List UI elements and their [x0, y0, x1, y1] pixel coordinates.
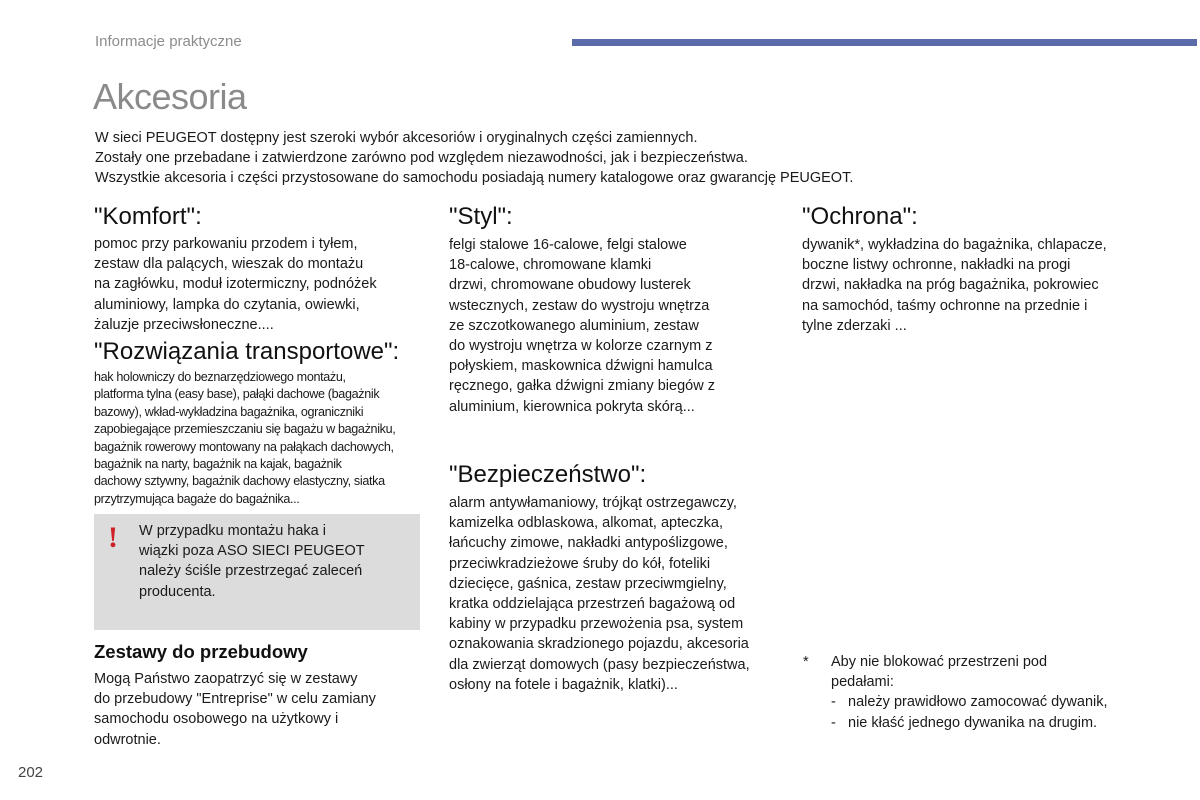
- footnote-list-item: [831, 713, 1143, 733]
- bezpieczenstwo-line: oznakowania skradzionego pojazdu, akcesoria: [449, 636, 749, 653]
- transport-line: przytrzymująca bagaże do bagażnika...: [94, 491, 300, 506]
- ochrona-line: tylne zderzaki ...: [802, 317, 907, 334]
- styl-line: do wystroju wnętrza w kolorze czarnym z: [449, 338, 713, 355]
- page-number: 202: [18, 764, 44, 781]
- zestawy-line: odwrotnie.: [94, 731, 161, 748]
- dash-bullet: -: [831, 714, 836, 731]
- komfort-line: pomoc przy parkowaniu przodem i tyłem,: [94, 236, 358, 252]
- transport-heading: "Rozwiązania transportowe":: [94, 338, 400, 365]
- bezpieczenstwo-line: kamizelka odblaskowa, alkomat, apteczka,: [449, 515, 724, 532]
- ochrona-heading: "Ochrona":: [802, 203, 918, 230]
- transport-line: bagażnik rowerowy montowany na pałąkach dachowych,: [94, 439, 394, 454]
- zestawy-line: samochodu osobowego na użytkowy i: [94, 711, 339, 728]
- komfort-line: zestaw dla palących, wieszak do montażu: [94, 256, 364, 273]
- bezpieczenstwo-line: łańcuchy zimowe, nakładki antypoślizgowe,: [449, 535, 728, 552]
- footnote-line: pedałami:: [831, 674, 894, 691]
- ochrona-line: drzwi, nakładka na próg bagażnika, pokrowiec: [802, 277, 1099, 294]
- warning-line: producenta.: [139, 583, 216, 600]
- warning-line: wiązki poza ASO SIECI PEUGEOT: [139, 543, 365, 560]
- ochrona-line: boczne listwy ochronne, nakładki na progi: [802, 257, 1071, 274]
- bezpieczenstwo-line: dla zwierząt domowych (pasy bezpieczeństwa,: [449, 656, 750, 673]
- zestawy-line: do przebudowy "Entreprise" w celu zamiany: [94, 691, 376, 708]
- footnote-item-text: należy prawidłowo zamocować dywanik,: [848, 694, 1108, 711]
- bezpieczenstwo-line: dziecięce, gaśnica, zestaw przeciwmgielny,: [449, 575, 727, 592]
- bezpieczenstwo-line: alarm antywłamaniowy, trójkąt ostrzegawczy,: [449, 495, 737, 511]
- styl-line: felgi stalowe 16-calowe, felgi stalowe: [449, 237, 687, 253]
- transport-line: dachowy sztywny, bagażnik dachowy elastyczny, siatka: [94, 474, 385, 489]
- bezpieczenstwo-line: kabiny w przypadku przewożenia psa, system: [449, 616, 744, 633]
- styl-heading: "Styl":: [449, 203, 513, 230]
- warning-text: [139, 521, 409, 602]
- zestawy-line: Mogą Państwo zaopatrzyć się w zestawy: [94, 671, 358, 687]
- intro-text: [95, 128, 975, 188]
- footnote-list-item: [831, 692, 1143, 712]
- bezpieczenstwo-text: [449, 493, 789, 695]
- transport-line: zapobiegające przemieszczaniu się bagażu w bagażniku,: [94, 422, 396, 437]
- komfort-line: na zagłówku, moduł izotermiczny, podnóżek: [94, 276, 377, 293]
- styl-line: wstecznych, zestaw do wystroju wnętrza: [449, 297, 710, 314]
- dash-bullet: -: [831, 694, 836, 711]
- ochrona-line: na samochód, taśmy ochronne na przednie i: [802, 297, 1088, 314]
- bezpieczenstwo-line: przeciwkradzieżowe śruby do kół, foteliki: [449, 555, 711, 572]
- transport-text: [94, 369, 424, 508]
- header-accent-bar: [572, 39, 1197, 46]
- styl-line: aluminium, kierownica pokryta skórą...: [449, 398, 695, 415]
- styl-line: ręcznego, gałka dźwigni zmiany biegów z: [449, 378, 715, 395]
- komfort-text: [94, 234, 424, 335]
- intro-line: W sieci PEUGEOT dostępny jest szeroki wybór akcesoriów i oryginalnych części zamiennych.: [95, 130, 698, 146]
- styl-text: [449, 235, 779, 417]
- komfort-heading: "Komfort":: [94, 203, 202, 230]
- warning-line: należy ściśle przestrzegać zaleceń: [139, 563, 363, 580]
- transport-line: bazowy), wkład-wykładzina bagażnika, ograniczniki: [94, 404, 364, 419]
- transport-line: hak holowniczy do beznarzędziowego montażu,: [94, 370, 346, 384]
- zestawy-heading: Zestawy do przebudowy: [94, 641, 308, 662]
- bezpieczenstwo-line: kratka oddzielająca przestrzeń bagażową od: [449, 596, 736, 613]
- footnote-asterisk: *: [803, 654, 809, 670]
- ochrona-text: [802, 235, 1162, 336]
- warning-line: W przypadku montażu haka i: [139, 523, 326, 539]
- page-title: Akcesoria: [93, 76, 247, 117]
- transport-line: platforma tylna (easy base), pałąki dachowe (bagażnik: [94, 387, 380, 402]
- intro-line: Wszystkie akcesoria i części przystosowane do samochodu posiadają numery katalogowe oraz gwarancję PEUGEOT.: [95, 170, 854, 186]
- bezpieczenstwo-line: osłony na fotele i bagażnik, klatki)...: [449, 676, 678, 693]
- styl-line: drzwi, chromowane obudowy lusterek: [449, 277, 691, 294]
- styl-line: połyskiem, maskownica dźwigni hamulca: [449, 358, 713, 375]
- exclamation-icon: !: [108, 521, 118, 554]
- footnote-list: [831, 692, 1143, 732]
- ochrona-line: dywanik*, wykładzina do bagażnika, chlapacze,: [802, 237, 1107, 253]
- styl-line: ze szczotkowanego aluminium, zestaw: [449, 317, 699, 334]
- styl-line: 18-calowe, chromowane klamki: [449, 257, 652, 274]
- footnote-item-text: nie kłaść jednego dywanika na drugim.: [848, 714, 1098, 731]
- footnote-line: Aby nie blokować przestrzeni pod: [831, 654, 1048, 670]
- transport-line: bagażnik na narty, bagażnik na kajak, bagażnik: [94, 457, 342, 472]
- footnote: [803, 652, 1143, 733]
- zestawy-text: [94, 669, 424, 750]
- bezpieczenstwo-heading: "Bezpieczeństwo":: [449, 461, 647, 488]
- intro-line: Zostały one przebadane i zatwierdzone zarówno pod względem niezawodności, jak i bezpieczeństwa.: [95, 150, 748, 166]
- komfort-line: żaluzje przeciwsłoneczne....: [94, 316, 274, 333]
- komfort-line: aluminiowy, lampka do czytania, owiewki,: [94, 296, 360, 313]
- section-label: Informacje praktyczne: [95, 33, 242, 50]
- footnote-body: [803, 652, 1143, 733]
